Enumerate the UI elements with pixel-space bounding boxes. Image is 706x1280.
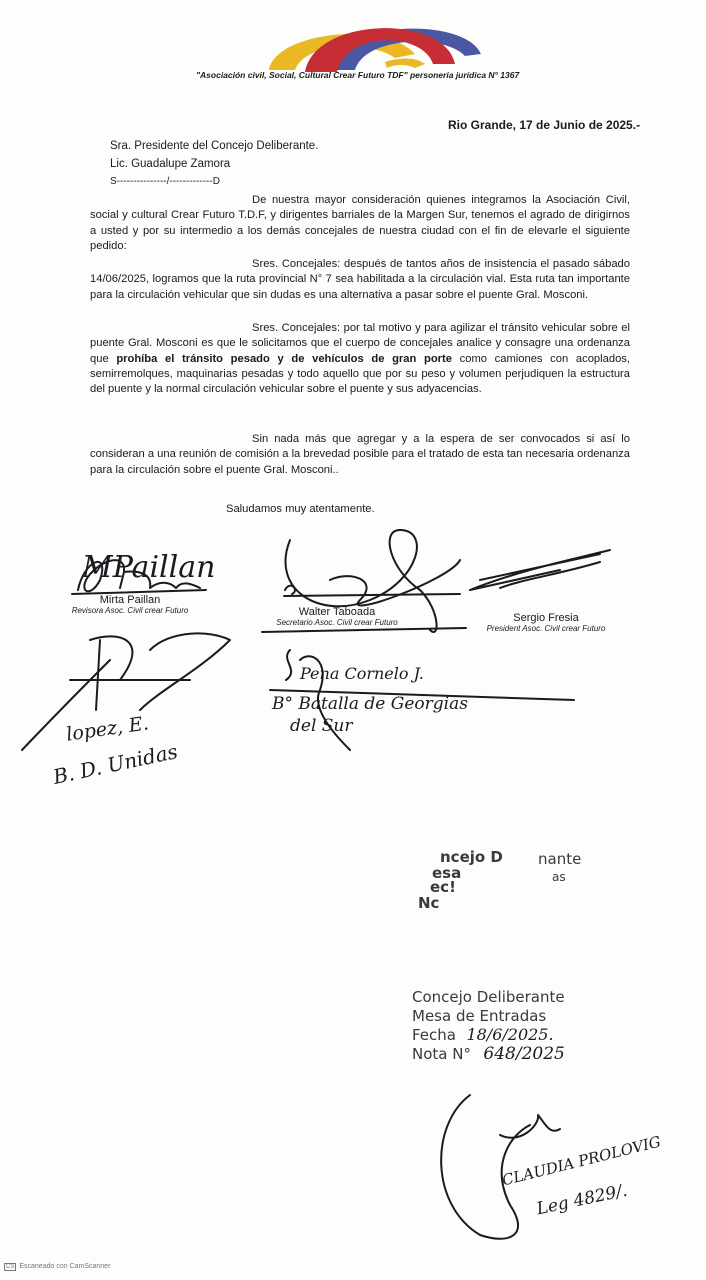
paragraph-request xyxy=(90,321,630,397)
signatory-name: Walter Taboada xyxy=(298,606,376,618)
signatory-taboada xyxy=(252,606,422,627)
faded-stamp-line2b: as xyxy=(552,870,566,884)
handwritten-cornelo: Pena Cornelo J. xyxy=(300,664,424,683)
organization-line: "Asociación civil, Social, Cultural Crear Futuro TDF" personeria jurídica N° 1367 xyxy=(196,70,520,80)
faded-stamp-line1b: nante xyxy=(538,850,582,868)
footer-text: Escaneado con CamScanner xyxy=(19,1263,111,1270)
request-text-bold: prohíba el tránsito pesado y de vehículos de gran porte xyxy=(116,352,452,365)
recipient-title: Sra. Presidente del Concejo Deliberante. xyxy=(110,140,319,152)
handwritten-barrio: B° Batalla de Georgias xyxy=(272,694,468,714)
organization-logo xyxy=(265,14,485,72)
paragraph-route: Sres. Concejales: después de tantos años de insistencia el pasado sábado 14/06/2025, logramos que la ruta provincial N° 7 sea habilitada a la circulación vial. Esta ruta tan importante para la circulación vehicular que sin dudas es una alternativa a pasar sobre el puente Gral. Mosconi. xyxy=(90,258,630,301)
entry-stamp-title: Concejo Deliberante xyxy=(412,988,565,1006)
signatory-role: Secretario Asoc. Civil crear Futuro xyxy=(276,618,398,627)
receiver-name: CLAUDIA PROLOVIG xyxy=(500,1132,663,1190)
paragraph-intro: De nuestra mayor consideración quienes integramos la Asociación Civil, social y cultural Crear Futuro T.D.F, y dirigentes barriales de la Margen Sur, tenemos el agrado de dirigirnos a usted y por su intermedio a los demás concejales de nuestra ciudad con el fin de elevarle el siguiente pedido: xyxy=(90,194,630,252)
signatory-name: Sergio Fresia xyxy=(513,612,579,624)
signatory-role: President Asoc. Civil crear Futuro xyxy=(486,624,606,633)
fecha-label: Fecha xyxy=(412,1026,456,1044)
entry-stamp-fecha xyxy=(412,1025,554,1045)
entry-stamp-nota xyxy=(412,1044,565,1064)
nota-value: 648/2025 xyxy=(483,1044,565,1064)
date-line: Rio Grande, 17 de Junio de 2025.- xyxy=(448,118,641,132)
recipient-name: Lic. Guadalupe Zamora xyxy=(110,158,231,170)
handwritten-sur: del Sur xyxy=(290,716,353,736)
entry-stamp-desk: Mesa de Entradas xyxy=(412,1007,547,1025)
handwritten-unidas: B. D. Unidas xyxy=(50,739,180,789)
receiver-leg: Leg 4829/. xyxy=(534,1180,630,1220)
closing-line: Saludamos muy atentamente. xyxy=(226,503,375,515)
scanner-footer xyxy=(4,1263,110,1271)
signatory-role: Revisora Asoc. Civil crear Futuro xyxy=(71,606,189,615)
nota-label: Nota N° xyxy=(412,1045,471,1063)
request-text-a: Sres. Concejales: por tal motivo y para agilizar el tránsito vehicular sobre el puente Gral. Mosconi es que le solicitamos que el cuerpo de concejales analice y consagre una ordenanza que xyxy=(90,322,630,365)
signatory-fresia xyxy=(466,612,626,633)
request-text-b: como camiones con acoplados, semirremolques, maquinarias pesadas y todo aquello que por su peso y volumen perjudiquen la estructura del puente y la normal circulación vehicular sobre el puente y sus adyacencias. xyxy=(90,352,630,396)
fecha-value: 18/6/2025. xyxy=(466,1025,554,1044)
camscanner-icon: CS xyxy=(6,1264,15,1270)
signatory-paillan xyxy=(50,594,210,615)
recipient-salutation: S---------------/-------------D xyxy=(110,176,220,187)
faded-stamp-line1: ncejo D xyxy=(440,848,503,866)
faded-stamp-line3: ec! xyxy=(430,878,456,896)
faded-stamp-line2: esa xyxy=(432,864,462,882)
faded-stamp-line4: Nc xyxy=(418,894,440,912)
paragraph-closing: Sin nada más que agregar y a la espera de ser convocados si así lo consideran a una reunión de comisión a la brevedad posible para el tratado de esta tan necesaria ordenanza para la circulación sobre el puente Gral. Mosconi.. xyxy=(90,433,630,476)
paillan-signature: MPaillan xyxy=(82,550,216,585)
signatory-name: Mirta Paillan xyxy=(99,594,161,606)
handwritten-lopez: lopez, E. xyxy=(64,712,151,746)
